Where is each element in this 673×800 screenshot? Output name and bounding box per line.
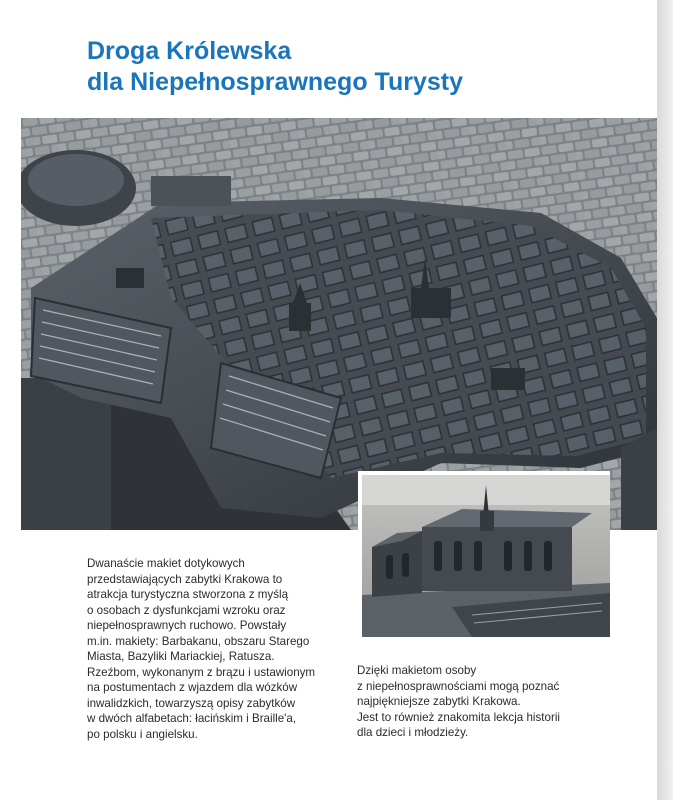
- old-town-model-photo: [21, 118, 657, 530]
- text-line: o osobach z dysfunkcjami wzroku oraz: [87, 603, 286, 617]
- text-line: najpiękniejsze zabytki Krakowa.: [357, 695, 521, 708]
- page-edge: [657, 0, 673, 800]
- text-line: niepełnosprawnych ruchowo. Powstały: [87, 619, 287, 632]
- description-paragraph: [87, 556, 337, 742]
- text-line: m.in. makiety: Barbakanu, obszaru Starego: [87, 634, 310, 648]
- title-line-2: dla Niepełnosprawnego Turysty: [87, 68, 464, 96]
- text-line: inwalidzkich, towarzyszą opisy zabytków: [87, 696, 296, 710]
- text-line: Dzięki makietom osoby: [357, 664, 477, 677]
- caption-paragraph: [357, 663, 607, 741]
- page-title: [87, 36, 607, 98]
- basilica-model-photo: [358, 471, 610, 637]
- text-line: na postumentach z wjazdem dla wózków: [87, 681, 298, 694]
- text-line: Dwanaście makiet dotykowych: [87, 557, 245, 570]
- text-line: z niepełnosprawnościami mogą poznać: [357, 679, 560, 693]
- text-line: dla dzieci i młodzieży.: [357, 726, 469, 739]
- text-line: Jest to również znakomita lekcja historii: [357, 710, 560, 724]
- title-line-1: Droga Królewska: [87, 37, 292, 65]
- text-line: przedstawiających zabytki Krakowa to: [87, 572, 283, 586]
- text-line: Miasta, Bazyliki Mariackiej, Ratusza.: [87, 650, 275, 663]
- text-line: w dwóch alfabetach: łacińskim i Braille'a,: [87, 712, 297, 725]
- text-line: atrakcja turystyczna stworzona z myślą: [87, 588, 289, 601]
- text-line: po polsku i angielsku.: [87, 727, 198, 741]
- text-line: Rzeźbom, wykonanym z brązu i ustawionym: [87, 665, 316, 679]
